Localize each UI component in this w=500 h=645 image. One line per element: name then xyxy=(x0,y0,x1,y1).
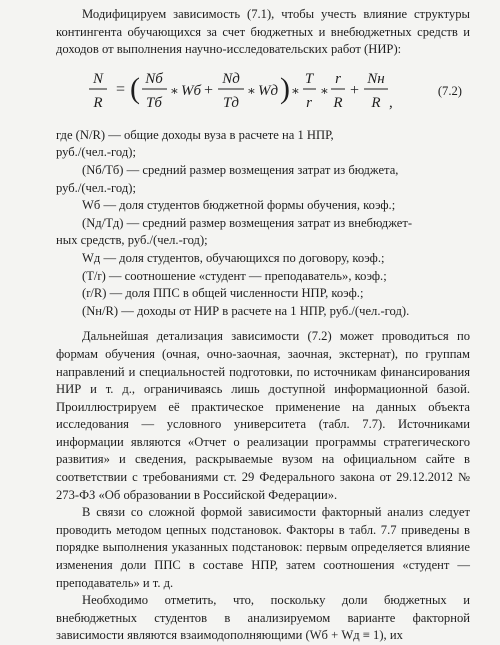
f2-denominator: Tд xyxy=(223,94,239,111)
star-2: ∗ xyxy=(247,82,256,98)
star-3: ∗ xyxy=(291,82,300,98)
definition-line: Wб — доля студентов бюджетной формы обучения, коэф.; xyxy=(82,198,396,213)
paragraph-factor-analysis: В связи со сложной формой зависимости факторный анализ следует проводить методом цепных подстановок. Факторы в табл. 7.7 приведены в порядке выполнения указанных подстановок: первым определяется влияние изменения доли ППС в составе НПР, затем соотношения «студент — преподаватель» и т. д. xyxy=(56,505,470,590)
f1-denominator: Tб xyxy=(146,94,162,111)
star-1: ∗ xyxy=(170,82,179,98)
f3-numerator: T xyxy=(304,70,314,87)
definition-line: (T/r) — соотношение «студент — преподаватель», коэф.; xyxy=(82,268,387,283)
definition-line: где (N/R) — общие доходы вуза в расчете на 1 НПР, xyxy=(56,127,334,142)
formula-comma: , xyxy=(389,94,393,111)
star-4: ∗ xyxy=(320,82,329,98)
lhs-numerator: N xyxy=(92,70,104,87)
f4-denominator: R xyxy=(333,94,343,111)
f4-numerator: r xyxy=(335,70,341,87)
formula-7-2 xyxy=(56,61,470,125)
definition-line: (Nд/Tд) — средний размер возмещения затрат из внебюджет- xyxy=(82,215,413,230)
definition-line: ных средств, руб./(чел.-год); xyxy=(56,233,208,248)
lhs-denominator: R xyxy=(93,94,103,111)
equals-sign: = xyxy=(116,80,126,98)
close-paren: ) xyxy=(280,71,290,105)
w2: Wд xyxy=(258,82,279,99)
formula-graphic xyxy=(86,61,446,125)
definition-line: (r/R) — доля ППС в общей численности НПР, коэф.; xyxy=(82,286,364,301)
intro-paragraph: Модифицируем зависимость (7.1), чтобы учесть влияние структуры контингента обучающихся за счет бюджетных и внебюджетных средств и доходов от выполнения научно-исследовательских работ (НИР): xyxy=(56,7,470,57)
definition-line: (Nб/Tб) — средний размер возмещения затрат из бюджета, xyxy=(82,162,399,177)
plus-1: + xyxy=(204,81,214,99)
f5-numerator: Nн xyxy=(367,70,385,87)
definition-line: (Nн/R) — доходы от НИР в расчете на 1 НПР, руб./(чел.-год). xyxy=(82,303,410,318)
f3-denominator: r xyxy=(306,94,312,111)
f5-denominator: R xyxy=(371,94,381,111)
paragraph-note: Необходимо отметить, что, поскольку доли бюджетных и внебюджетных студентов в анализируемом варианте факторной зависимости являются взаимодополняющими (Wб + Wд ≡ 1), их xyxy=(56,593,470,643)
f2-numerator: Nд xyxy=(222,70,240,87)
variable-definitions xyxy=(56,127,470,321)
paragraph-detailing: Дальнейшая детализация зависимости (7.2) может проводиться по формам обучения (очная, очно-заочная, заочная, экстернат), по группам направлений и специальностей подготовки, по источникам финансирования НИР и т. д., ограничиваясь лишь доступной информационной базой. Проиллюстрируем её практическое применение на данных объекта исследования — условного университета (табл. 7.7). Источниками информации являются «Отчет о реализации программы стратегического развития» и сведения, раскрываемые вузом на официальном сайте в соответствии с требованиями ст. 29 Федерального закона от 29.12.2012 № 273-ФЗ «Об образовании в Российской Федерации». xyxy=(56,329,470,502)
definition-line: Wд — доля студентов, обучающихся по договору, коэф.; xyxy=(82,250,385,265)
open-paren: ( xyxy=(130,71,140,105)
equation-number: (7.2) xyxy=(437,83,462,98)
plus-2: + xyxy=(350,81,360,99)
f1-numerator: Nб xyxy=(145,70,163,87)
definition-line: руб./(чел.-год); xyxy=(56,180,136,195)
w1: Wб xyxy=(181,82,202,99)
definition-line: руб./(чел.-год); xyxy=(56,145,136,160)
